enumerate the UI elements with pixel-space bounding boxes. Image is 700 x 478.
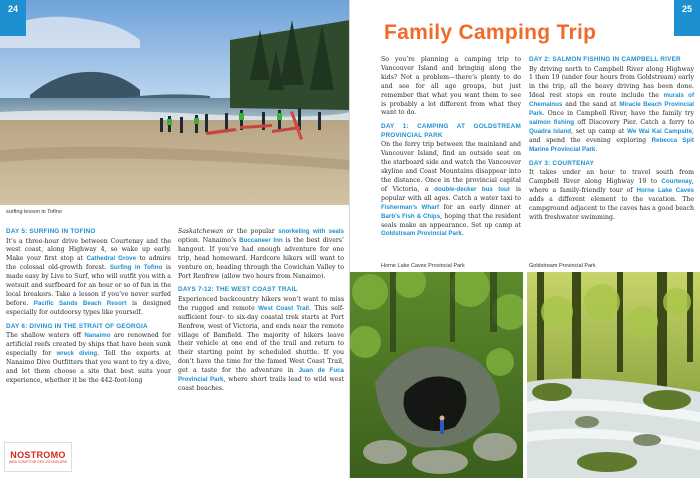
right-column-2 [529, 56, 694, 223]
logo-name: NOSTROMO [10, 450, 66, 460]
right-column-1 [381, 56, 521, 239]
paragraph-day3: It takes under an hour to travel south from Campbell River along Highway 19 to Courtenay, where a family-friendly tour of Horne Lake Caves adds a different element to the vacation. The campground adjacent to the caves has a good beach with freshwater swimming. [529, 169, 694, 221]
cave-illustration [350, 272, 523, 478]
heading-day2: DAY 2: SALMON FISHING IN CAMPBELL RIVER [529, 56, 681, 63]
link-horne-lake-caves[interactable]: Horne Lake Caves [636, 186, 694, 194]
link-salmon-fishing[interactable]: salmon fishing [529, 118, 575, 126]
paragraph-day2: By driving north to Campbell River along Highway 1 then 19 (under four hours from Goldstream) early in the trip, all the heavy driving has been done. Ideal rest stops en route include the murals of Chemainus and the sand at Miracle Beach Provincial Park. Once in Campbell River, have the family try salmon fishing off Discovery Pier. Catch a ferry to Quadra Island, set up camp at We Wai Kai Campsite, and spend the evening exploring Rebecca Spit Marine Provincial Park. [529, 65, 695, 153]
beach-caption: surfing lesson in Tofino [6, 209, 62, 215]
heading-day6: DAY 6: DIVING IN THE STRAIT OF GEORGIA [6, 322, 148, 330]
link-wreck-diving[interactable]: wreck diving [56, 349, 98, 357]
link-pacific-sands[interactable]: Pacific Sands Beach Resort [33, 299, 127, 307]
heading-day3: DAY 3: COURTENAY [529, 159, 595, 167]
left-column-1 [6, 228, 171, 386]
paragraph-intro: So you’re planning a camping trip to Vancouver Island and bringing along the kids? Not a problem—there’s plenty to do and see for all age groups, but just remember that what you want them to see is probably a lot different from what they want to do. [381, 56, 521, 117]
link-quadra-island[interactable]: Quadra Island [529, 127, 572, 135]
beach-illustration [0, 0, 350, 205]
page-number-left: 24 [0, 0, 26, 36]
link-murals-chemainus[interactable]: murals of Chemainus [529, 92, 695, 109]
link-courtenay[interactable]: Courtenay [661, 177, 693, 185]
link-rebecca-spit[interactable]: Rebecca Spit Marine Provincial Park [529, 136, 694, 153]
paragraph-west-coast-trail: Experienced backcountry hikers won’t want to miss the rugged and remote West Coast Trail. This self-sufficient four- to six-day coastal trek starts at Port Renfrew, west of Victoria, and ends near the remote village of Bamfield. The majority of hikers leave their vehicle at one end of the trail and return to their starting point by scheduled shuttle. If you don’t have the time for the famed West Coast Trail, get a taste for the adventure in Juan de Fuca Provincial Park, where short trails lead to wild west coast beaches. [178, 295, 344, 392]
link-surfing-tofino[interactable]: Surfing in Tofino [109, 264, 163, 272]
logo-tagline: WEB COMPTOIR DES VOYAGEURS [9, 460, 67, 464]
link-west-coast-trail[interactable]: West Coast Trail [258, 304, 310, 312]
link-fishermans-wharf[interactable]: Fisherman’s Wharf [381, 203, 440, 211]
paragraph-day1: On the ferry trip between the mainland and Vancouver Island, find an outside seat on the starboard side and watch the Vancouver skyline and Coast Mountains disappear into the distance. Once in the provincial capital of Victoria, a double-decker bus tour is popular with all ages. Catch a water taxi to Fisherman’s Wharf for an early dinner at Barb’s Fish & Chips, hoping that the resident seals make an appearance. Set up camp at Goldstream Provincial Park. [381, 141, 522, 238]
horne-lake-photo [350, 272, 523, 478]
heading-days7-12: DAYS 7-12: THE WEST COAST TRAIL [178, 286, 298, 294]
paragraph-day6: The shallow waters off Nanaimo are renowned for artificial reefs created by ships that have been sunk especially for wreck diving. Tell the experts at Nanaimo Dive Outfitters that you want to try a dive, and let them choose a site that best suits your experience, whether it be the 442-foot-long [6, 332, 172, 384]
horne-lake-caption: Horne Lake Caves Provincial Park [381, 263, 465, 269]
link-goldstream-park[interactable]: Goldstream Provincial Park [381, 230, 462, 238]
river-illustration [527, 272, 700, 478]
heading-day5: DAY 5: SURFING IN TOFINO [6, 228, 96, 235]
link-double-decker-bus[interactable]: double-decker bus tour [434, 185, 511, 193]
paragraph-diving-cont: Saskatchewan or the popular snorkeling with seals option. Nanaimo’s Buccaneer Inn is the best divers’ hangout. If you’ve had enough adventure for one trip, head homeward. Hardcore hikers will want to venture on, heading through the Cowichan Valley to Port Renfrew (allow two hours from Nanaimo). [178, 228, 344, 280]
page-title: Family Camping Trip [384, 21, 597, 44]
link-we-wai-kai[interactable]: We Wai Kai Campsite [627, 127, 693, 135]
left-column-2 [178, 228, 344, 394]
link-cathedral-grove[interactable]: Cathedral Grove [86, 255, 137, 263]
goldstream-caption: Goldstream Provincial Park [529, 263, 596, 269]
link-miracle-beach[interactable]: Miracle Beach Provincial Park [529, 101, 694, 118]
goldstream-photo [527, 272, 700, 478]
heading-day1: DAY 1: CAMPING AT GOLDSTREAM PROVINCIAL PARK [381, 123, 521, 139]
link-barbs-fish-chips[interactable]: Barb’s Fish & Chips [381, 212, 441, 220]
link-nanaimo[interactable]: Nanaimo [84, 332, 111, 340]
paragraph-day5: It’s a three-hour drive between Courtenay and the west coast, along Highway 4, so wake up early. Make your first stop at Cathedral Grove to admire the colossal old-growth forest. Surfing in Tofino is made easy by Live to Surf, who will outfit you with a wetsuit and surfboard for an hour or so of fun in the local breakers. Take a lesson if you’ve never surfed before. Pacific Sands Beach Resort is designed especially for outdoorsy types like yourself. [6, 237, 171, 316]
link-snorkeling-seals[interactable]: snorkeling with seals [278, 228, 344, 235]
page-number-right: 25 [674, 0, 700, 36]
surfing-lesson-photo [0, 0, 350, 205]
link-juan-de-fuca[interactable]: Juan de Fuca Provincial Park [178, 367, 344, 384]
link-buccaneer-inn[interactable]: Buccaneer Inn [239, 236, 283, 244]
nostromo-logo [4, 442, 72, 472]
